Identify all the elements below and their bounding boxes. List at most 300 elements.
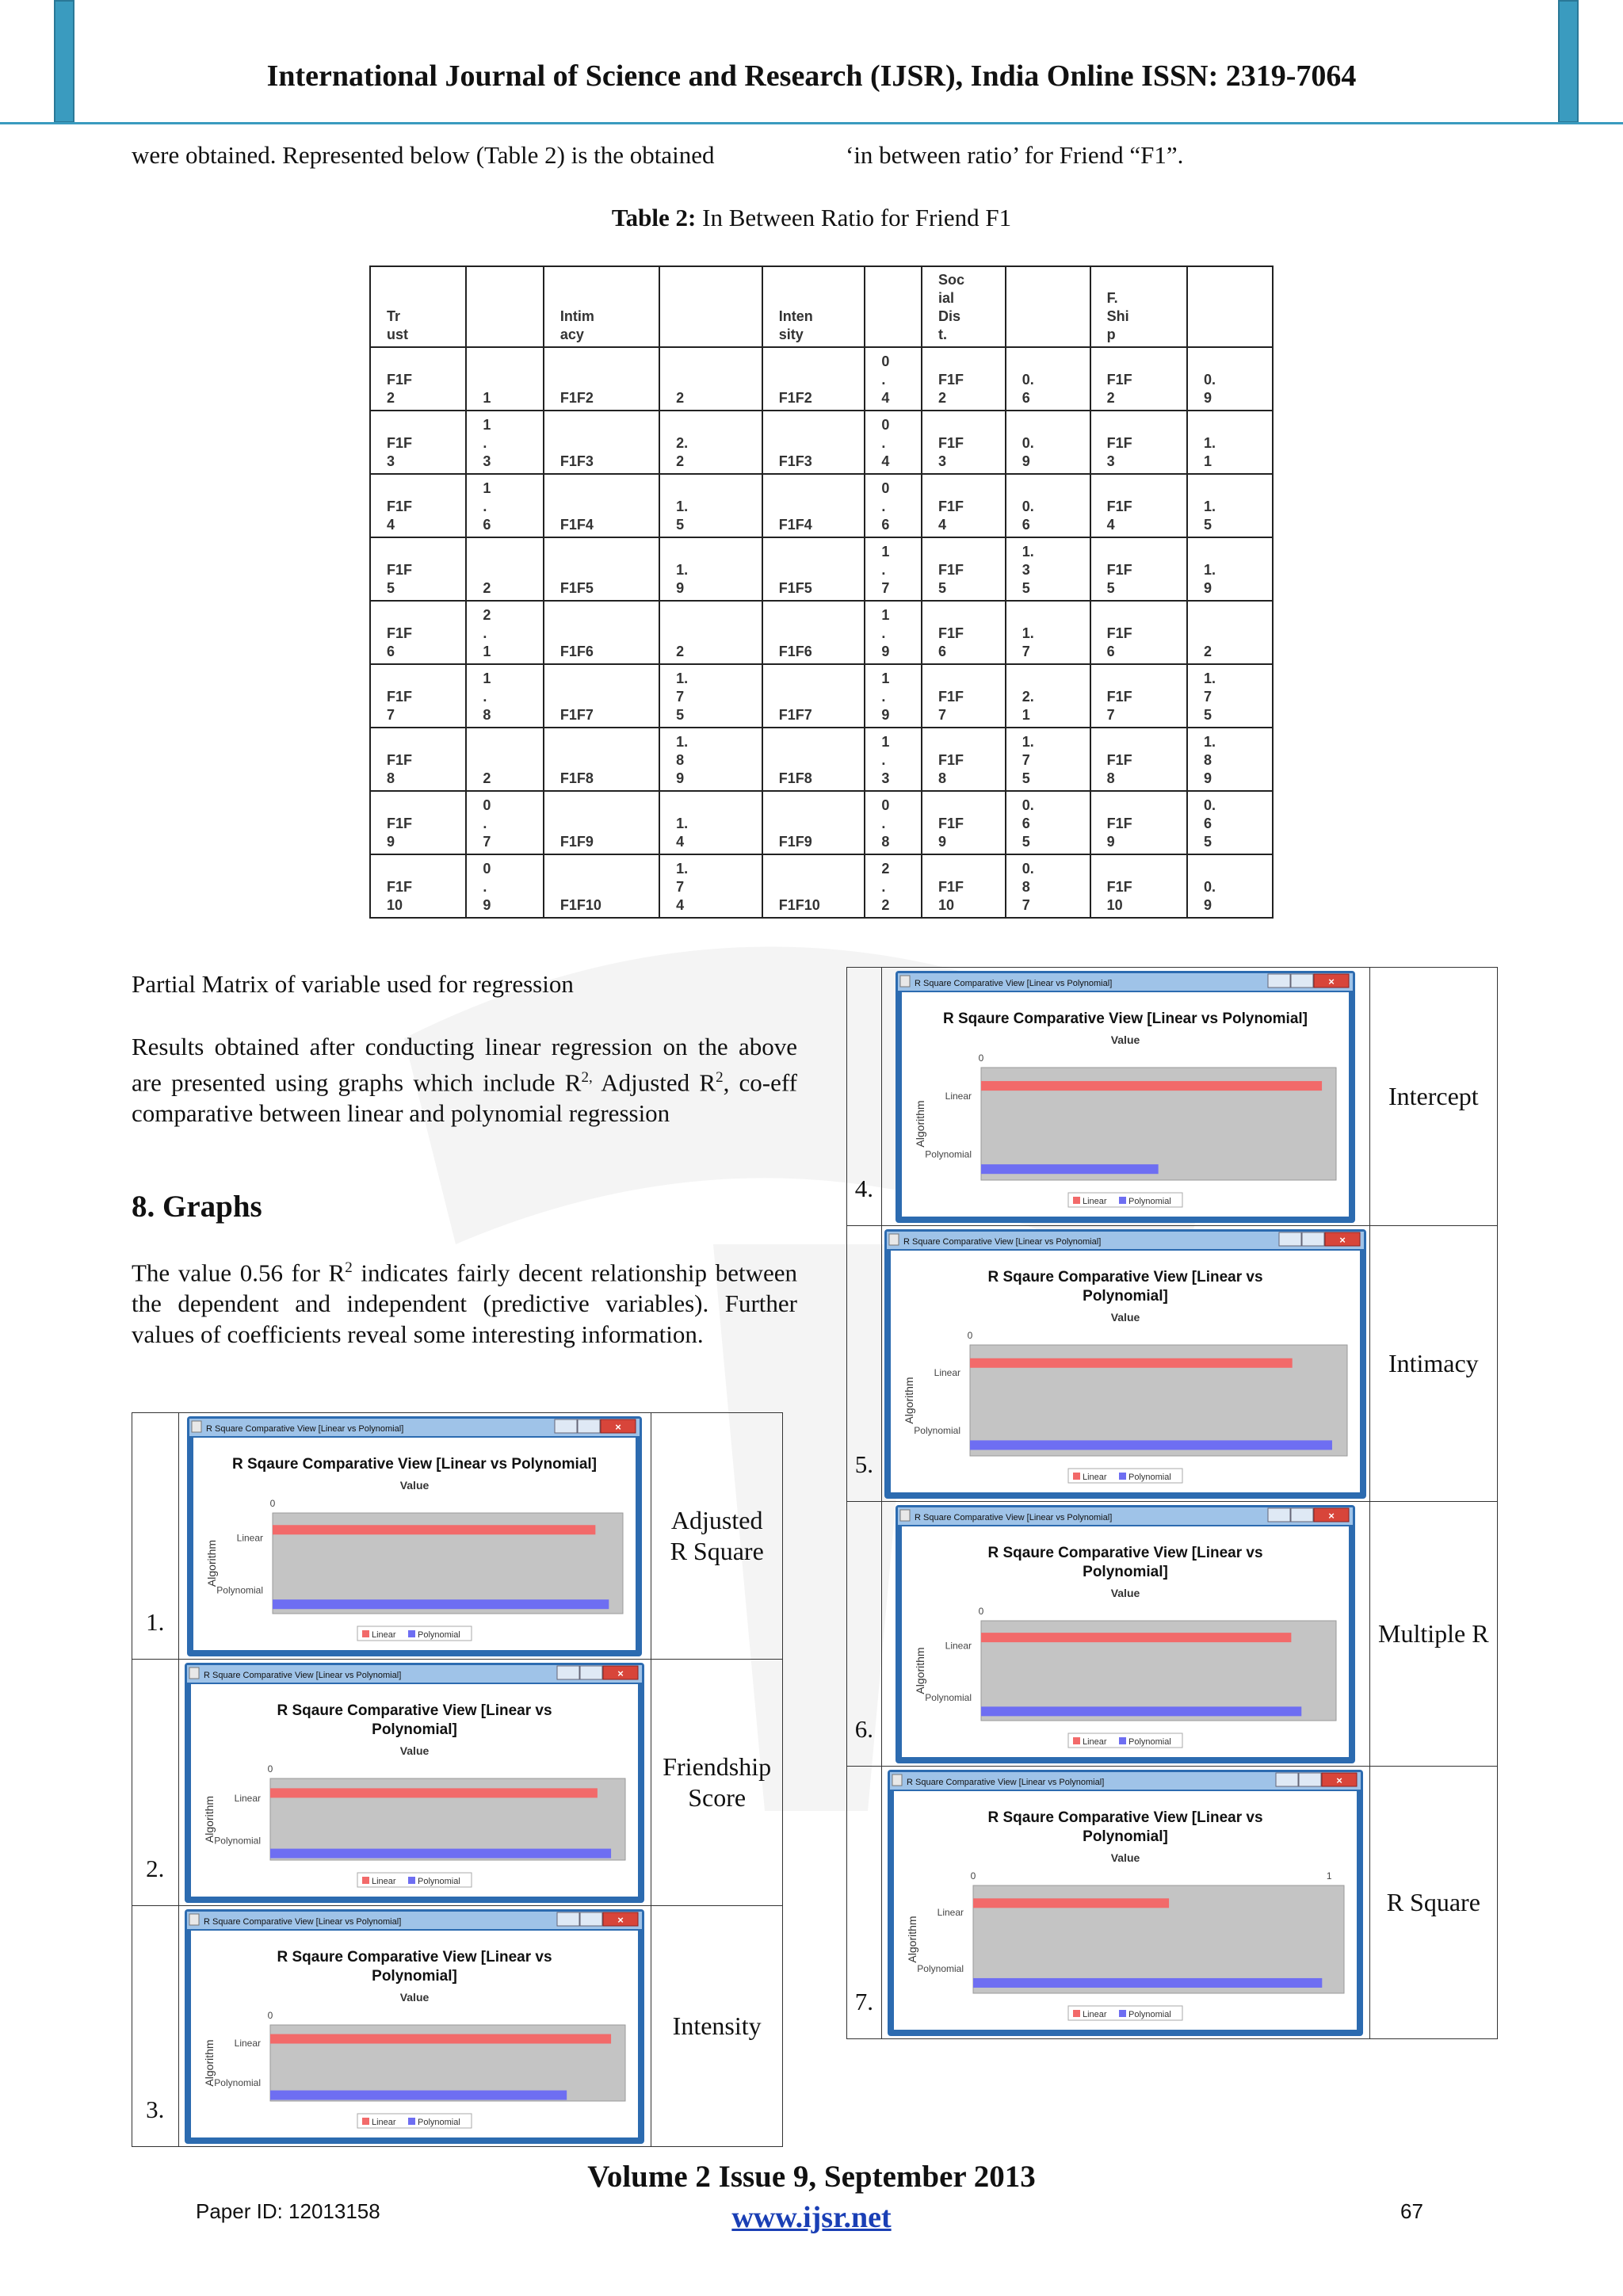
- table-cell-text: .: [483, 625, 487, 641]
- table-cell-text: 6: [1022, 390, 1030, 406]
- table-cell: [1006, 601, 1090, 664]
- table-cell-text: F1F7: [559, 707, 594, 723]
- bar-linear: [970, 1358, 1293, 1367]
- table-cell-text: F1F: [1106, 816, 1132, 831]
- maximize-icon: [578, 1419, 600, 1433]
- chart-title-line1: R Sqaure Comparative View [Linear vs: [987, 1268, 1263, 1286]
- category-label-linear: Linear: [937, 1906, 964, 1918]
- table-cell-text: 2: [483, 607, 491, 623]
- table-cell: [922, 791, 1006, 854]
- axis-value-label: Value: [400, 1478, 430, 1492]
- graph-window-6: [896, 1505, 1355, 1763]
- chart-title: R Sqaure Comparative View [Linear vs Polynomial]: [943, 1010, 1308, 1027]
- legend-swatch-polynomial: [1119, 1737, 1126, 1744]
- table-cell-text: 9: [676, 770, 685, 786]
- bar-polynomial: [981, 1164, 1159, 1174]
- chart-title-line2: Polynomial]: [1083, 1563, 1168, 1580]
- table-cell-text: 1.: [676, 562, 689, 578]
- table-cell-text: F1F: [387, 689, 413, 705]
- table-cell-text: 2: [483, 770, 491, 786]
- table-cell: [370, 347, 466, 411]
- graph-image-cell: [881, 1767, 1369, 2039]
- axis-algorithm-label: Algorithm: [203, 1795, 216, 1843]
- table-cell-text: .: [881, 372, 886, 388]
- table-cell-text: 5: [1106, 580, 1115, 596]
- window-app-icon: [192, 1421, 201, 1432]
- table-cell-text: .: [881, 625, 886, 641]
- table-cell: [922, 664, 1006, 728]
- table-cell-text: 1.: [1204, 562, 1216, 578]
- window-app-icon: [889, 1234, 899, 1245]
- table-cell: [1187, 854, 1273, 918]
- graph-row: [132, 1413, 783, 1660]
- table-cell-text: 2.: [1022, 689, 1034, 705]
- legend-swatch-linear: [1073, 2010, 1080, 2017]
- window-title-text: R Square Comparative View [Linear vs Polynomial]: [206, 1423, 404, 1434]
- table-cell: [659, 728, 762, 791]
- table-cell: [466, 411, 544, 474]
- table-cell: [865, 664, 922, 728]
- table-cell-text: 0: [483, 861, 491, 877]
- table-cell: [762, 537, 865, 601]
- table-cell-text: 1: [483, 644, 491, 659]
- axis-value-label: Value: [400, 1744, 430, 1757]
- table-cell-text: F1F: [938, 372, 964, 388]
- graphs-text-a: The value 0.56 for R: [132, 1259, 346, 1287]
- table-cell: [865, 601, 922, 664]
- minimize-icon: [1268, 1508, 1290, 1522]
- table-cell-text: 2: [881, 897, 890, 913]
- graphs-table-left: [132, 1412, 783, 2147]
- table-cell: [865, 474, 922, 537]
- table-cell-text: 2: [676, 390, 685, 406]
- graph-image-cell: [178, 1906, 651, 2147]
- table-cell-text: 9: [387, 834, 395, 850]
- table-cell-text: 7: [676, 879, 685, 895]
- table-cell-text: F1F: [938, 879, 964, 895]
- table-cell-text: F1F5: [559, 580, 594, 596]
- table-cell: [762, 347, 865, 411]
- table-cell: [659, 347, 762, 411]
- graph-label-line: Intercept: [1388, 1082, 1479, 1110]
- table-cell: [1090, 537, 1187, 601]
- table-cell: [544, 347, 659, 411]
- table-cell-text: 5: [1204, 834, 1212, 850]
- table-cell: [659, 474, 762, 537]
- minimize-icon: [555, 1419, 577, 1433]
- table-cell-text: 1.: [1204, 734, 1216, 750]
- table-cell-text: F1F2: [559, 390, 594, 406]
- table-cell: [370, 411, 466, 474]
- table-cell-text: 1.: [676, 861, 689, 877]
- table-cell-text: 4: [1106, 517, 1115, 533]
- bar-polynomial: [970, 1440, 1332, 1450]
- table-cell-text: 5: [676, 707, 685, 723]
- axis-value-label: Value: [400, 1990, 430, 2004]
- table-cell-text: 2: [938, 390, 946, 406]
- table-cell-text: 0.: [1022, 499, 1034, 514]
- category-label-polynomial: Polynomial: [214, 2076, 262, 2088]
- table-cell-text: .: [881, 435, 886, 451]
- table-cell-text: Shi: [1106, 308, 1129, 324]
- table-cell-text: 1: [881, 734, 890, 750]
- table-cell: [1090, 854, 1187, 918]
- table-cell: [922, 266, 1006, 347]
- close-glyph: ×: [615, 1420, 622, 1433]
- table-cell-text: Dis: [938, 308, 960, 324]
- table-cell-text: 1.: [1022, 625, 1034, 641]
- graph-row: [847, 1767, 1498, 2039]
- tick-label: 0: [978, 1052, 984, 1064]
- table-cell-text: .: [881, 499, 886, 514]
- table-cell-text: 5: [676, 517, 685, 533]
- table-cell-text: 6: [483, 517, 491, 533]
- table-cell-text: 8: [881, 834, 890, 850]
- table-cell-text: F1F: [387, 625, 413, 641]
- table-cell: [1090, 474, 1187, 537]
- axis-algorithm-label: Algorithm: [903, 1376, 916, 1424]
- table-cell: [1006, 854, 1090, 918]
- table-cell-text: 9: [483, 897, 491, 913]
- table-cell: [659, 411, 762, 474]
- table-cell: [1187, 601, 1273, 664]
- table-cell: [1187, 474, 1273, 537]
- table-cell-text: 1.: [1022, 544, 1034, 560]
- table-cell-text: .: [483, 816, 487, 831]
- table-row: [370, 537, 1273, 601]
- table-cell-text: acy: [559, 327, 584, 342]
- table-cell: [466, 664, 544, 728]
- window-app-icon: [900, 1510, 910, 1521]
- table-cell: [659, 266, 762, 347]
- close-glyph: ×: [617, 1667, 624, 1679]
- table-cell-text: 5: [1022, 770, 1030, 786]
- graphs-sup: 2: [345, 1259, 353, 1276]
- graph-label-line: R Square: [670, 1537, 764, 1565]
- table-cell: [544, 601, 659, 664]
- table-cell-text: F1F: [387, 372, 413, 388]
- table-cell-text: 7: [1106, 707, 1115, 723]
- table-cell: [544, 728, 659, 791]
- table-cell-text: 9: [881, 644, 890, 659]
- graph-number: 1.: [132, 1413, 179, 1660]
- results-line2-b: , co-eff comparative between linear and: [132, 1068, 797, 1128]
- table-cell: [865, 791, 922, 854]
- graph-number: 7.: [847, 1767, 882, 2039]
- table-cell-text: 5: [1022, 834, 1030, 850]
- intro-text-left: were obtained. Represented below (Table 2) is the obtained: [132, 141, 715, 169]
- graph-label-line: Intimacy: [1388, 1349, 1479, 1377]
- close-glyph: ×: [1336, 1774, 1342, 1786]
- window-app-icon: [189, 1668, 199, 1679]
- graph-window-4: [896, 971, 1355, 1223]
- table-cell: [1187, 728, 1273, 791]
- table-cell-text: 5: [938, 580, 946, 596]
- category-label-polynomial: Polynomial: [925, 1691, 972, 1703]
- table-cell-text: 9: [676, 580, 685, 596]
- table-cell-text: F1F: [1106, 689, 1132, 705]
- table-cell: [544, 664, 659, 728]
- section-heading-graphs: 8. Graphs: [132, 1190, 262, 1224]
- table-cell-text: 6: [881, 517, 890, 533]
- maximize-icon: [1291, 974, 1313, 988]
- table-cell-text: F1F: [1106, 435, 1132, 451]
- window-title-text: R Square Comparative View [Linear vs Polynomial]: [915, 1512, 1113, 1522]
- table-cell-text: 9: [1204, 770, 1212, 786]
- results-paragraph: [132, 1031, 797, 1129]
- table-cell: [659, 664, 762, 728]
- table-cell: [544, 791, 659, 854]
- window-app-icon: [189, 1914, 199, 1925]
- table-caption-label: Table 2:: [611, 204, 697, 231]
- table-header-row: [370, 266, 1273, 347]
- table-cell-text: 6: [1022, 816, 1030, 831]
- bar-linear: [270, 2034, 611, 2043]
- table-cell: [865, 266, 922, 347]
- window-title-text: R Square Comparative View [Linear vs Polynomial]: [915, 978, 1113, 988]
- table-cell: [762, 664, 865, 728]
- close-glyph: ×: [1339, 1233, 1346, 1246]
- table-cell-text: F1F8: [778, 770, 812, 786]
- table-cell-text: 5: [1204, 707, 1212, 723]
- table-cell-text: 0: [881, 797, 890, 813]
- table-cell-text: 9: [1204, 897, 1212, 913]
- table-cell-text: 3: [387, 453, 395, 469]
- minimize-icon: [1276, 1773, 1298, 1786]
- results-line3: polynomial regression: [450, 1099, 670, 1128]
- category-label-linear: Linear: [235, 2037, 262, 2049]
- table-cell-text: 2: [881, 861, 890, 877]
- maximize-icon: [1299, 1773, 1321, 1786]
- chart-title: R Sqaure Comparative View [Linear vs Polynomial]: [232, 1455, 598, 1473]
- legend-swatch-linear: [1073, 1197, 1080, 1204]
- category-label-polynomial: Polynomial: [917, 1962, 964, 1974]
- footer-paper-id: Paper ID: 12013158: [196, 2199, 380, 2223]
- axis-value-label: Value: [1110, 1310, 1140, 1324]
- table-cell-text: 8: [676, 752, 685, 768]
- legend-label-polynomial: Polynomial: [1128, 1736, 1171, 1747]
- table-cell-text: F1F4: [559, 517, 594, 533]
- table-cell-text: 1: [483, 417, 491, 433]
- graphs-paragraph: [132, 1252, 797, 1350]
- table-cell: [922, 347, 1006, 411]
- table-cell-text: 7: [1022, 644, 1030, 659]
- axis-value-label: Value: [1110, 1033, 1140, 1046]
- graph-label: [1369, 1767, 1497, 2039]
- graph-number: 4.: [847, 968, 882, 1226]
- table-caption: [0, 202, 1623, 233]
- table-cell: [922, 601, 1006, 664]
- legend-swatch-linear: [362, 1877, 369, 1884]
- table-cell-text: .: [483, 689, 487, 705]
- table-cell-text: 7: [1022, 897, 1030, 913]
- table-cell-text: 0.: [1204, 797, 1216, 813]
- table-cell: [922, 411, 1006, 474]
- table-cell: [1006, 411, 1090, 474]
- table-cell-text: .: [483, 499, 487, 514]
- table-cell: [1006, 664, 1090, 728]
- table-cell-text: 7: [483, 834, 491, 850]
- tick-label: 0: [967, 1329, 973, 1341]
- table-row: [370, 411, 1273, 474]
- tick-label: 0: [970, 1870, 976, 1881]
- table-cell: [370, 728, 466, 791]
- table-cell-text: 1.: [1204, 670, 1216, 686]
- table-cell-text: F1F: [938, 499, 964, 514]
- table-cell: [865, 537, 922, 601]
- table-cell-text: p: [1106, 327, 1116, 342]
- table-cell-text: 0.: [1022, 797, 1034, 813]
- table-cell-text: 9: [1204, 390, 1212, 406]
- table-cell: [922, 854, 1006, 918]
- table-row: [370, 601, 1273, 664]
- bar-polynomial: [273, 1599, 609, 1609]
- category-label-linear: Linear: [237, 1532, 264, 1544]
- table-cell-text: 9: [1106, 834, 1115, 850]
- graph-number: 6.: [847, 1502, 882, 1767]
- minimize-icon: [557, 1666, 579, 1679]
- category-label-linear: Linear: [235, 1792, 262, 1804]
- table-cell: [1090, 664, 1187, 728]
- table-cell: [1187, 266, 1273, 347]
- table-cell: [1187, 664, 1273, 728]
- table-cell-text: 6: [1204, 816, 1212, 831]
- category-label-linear: Linear: [945, 1639, 972, 1651]
- legend-label-linear: Linear: [1083, 2009, 1107, 2019]
- table-cell-text: 4: [387, 517, 395, 533]
- bar-polynomial: [270, 2090, 567, 2099]
- table-cell-text: 8: [387, 770, 395, 786]
- table-cell-text: 6: [387, 644, 395, 659]
- tick-label: 0: [270, 1497, 276, 1509]
- table-cell-text: F1F: [1106, 372, 1132, 388]
- footer-volume: Volume 2 Issue 9, September 2013: [587, 2160, 1036, 2194]
- table-cell-text: F1F: [938, 625, 964, 641]
- window-title-text: R Square Comparative View [Linear vs Polynomial]: [204, 1916, 402, 1927]
- table-cell-text: 1.: [676, 499, 689, 514]
- table-cell-text: 7: [1022, 752, 1030, 768]
- graph-label: [1369, 1502, 1497, 1767]
- table-cell-text: F1F: [938, 752, 964, 768]
- table-cell-text: 2: [1106, 390, 1115, 406]
- footer-url-link[interactable]: www.ijsr.net: [731, 2201, 892, 2234]
- table-cell: [659, 601, 762, 664]
- table-cell-text: F1F5: [778, 580, 812, 596]
- table-cell-text: 1.: [1022, 734, 1034, 750]
- axis-value-label: Value: [1110, 1586, 1140, 1599]
- legend-swatch-polynomial: [408, 1877, 415, 1884]
- table-cell: [370, 664, 466, 728]
- table-cell-text: 9: [1022, 453, 1030, 469]
- tick-label: 0: [978, 1605, 984, 1617]
- minimize-icon: [1268, 974, 1290, 988]
- axis-algorithm-label: Algorithm: [914, 1646, 927, 1694]
- chart-title-line1: R Sqaure Comparative View [Linear vs: [277, 1948, 552, 1966]
- graph-window-3: [185, 1909, 644, 2144]
- tick-label: 0: [268, 2009, 273, 2021]
- table-cell-text: 5: [1204, 517, 1212, 533]
- table-cell: [544, 411, 659, 474]
- table-cell-text: ial: [938, 290, 954, 306]
- graph-image-cell: [178, 1413, 651, 1660]
- legend-swatch-polynomial: [408, 1630, 415, 1637]
- table-cell-text: F1F: [387, 435, 413, 451]
- graph-image-cell: [881, 1226, 1369, 1502]
- axis-algorithm-label: Algorithm: [914, 1099, 927, 1148]
- tick-label: 0: [268, 1763, 273, 1775]
- journal-title: International Journal of Science and Research (IJSR), India Online ISSN: 2319-7064: [266, 59, 1357, 93]
- table-cell-text: 4: [938, 517, 946, 533]
- table-cell-text: 10: [1106, 897, 1123, 913]
- table-cell-text: 4: [881, 453, 890, 469]
- table-cell: [466, 266, 544, 347]
- close-glyph: ×: [1328, 975, 1335, 988]
- table-cell-text: .: [881, 879, 886, 895]
- table-cell-text: 1: [483, 480, 491, 496]
- table-cell-text: 4: [676, 897, 685, 913]
- table-cell-text: 1: [881, 670, 890, 686]
- graph-label: [651, 1413, 783, 1660]
- table-cell-text: 0.: [1022, 435, 1034, 451]
- table-cell-text: F1F2: [778, 390, 812, 406]
- legend-label-linear: Linear: [1083, 1196, 1107, 1206]
- axis-algorithm-label: Algorithm: [203, 2038, 216, 2087]
- table-cell: [1006, 791, 1090, 854]
- table-cell-text: F1F: [938, 562, 964, 578]
- maximize-icon: [1291, 1508, 1313, 1522]
- table-cell-text: 8: [1022, 879, 1030, 895]
- table-row: [370, 474, 1273, 537]
- table-cell: [762, 474, 865, 537]
- results-sup: 2,: [581, 1069, 593, 1086]
- bar-polynomial: [981, 1706, 1301, 1716]
- table-cell-text: F1F: [1106, 879, 1132, 895]
- table-cell-text: ust: [387, 327, 408, 342]
- table-cell: [370, 266, 466, 347]
- axis-algorithm-label: Algorithm: [205, 1539, 219, 1587]
- table-cell: [922, 537, 1006, 601]
- table-cell-text: F1F: [1106, 625, 1132, 641]
- results-line2-sup: 2: [716, 1069, 724, 1086]
- table-cell-text: 2: [387, 390, 395, 406]
- graph-label: [1369, 968, 1497, 1226]
- legend-swatch-linear: [1073, 1737, 1080, 1744]
- table-cell: [659, 791, 762, 854]
- table-cell-text: F1F: [1106, 562, 1132, 578]
- graph-window-7: [888, 1770, 1363, 2036]
- table-cell-text: 8: [1106, 770, 1115, 786]
- window-app-icon: [892, 1775, 902, 1786]
- table-cell-text: .: [881, 752, 886, 768]
- table-cell: [466, 537, 544, 601]
- table-cell-text: 4: [881, 390, 890, 406]
- chart-title-line2: Polynomial]: [1083, 1287, 1168, 1305]
- table-cell-text: F1F4: [778, 517, 812, 533]
- graph-row: [132, 1906, 783, 2147]
- table-cell-text: Inten: [778, 308, 813, 324]
- table-cell-text: 0: [881, 353, 890, 369]
- table-cell: [1090, 601, 1187, 664]
- table-cell-text: 0: [881, 417, 890, 433]
- table-cell: [922, 728, 1006, 791]
- graph-row: [847, 1226, 1498, 1502]
- table-cell-text: 7: [1204, 689, 1212, 705]
- bar-polynomial: [973, 1977, 1322, 1987]
- table-cell: [865, 411, 922, 474]
- table-cell-text: 1.: [1204, 499, 1216, 514]
- window-title-text: R Square Comparative View [Linear vs Polynomial]: [204, 1670, 402, 1680]
- legend-swatch-linear: [362, 1630, 369, 1637]
